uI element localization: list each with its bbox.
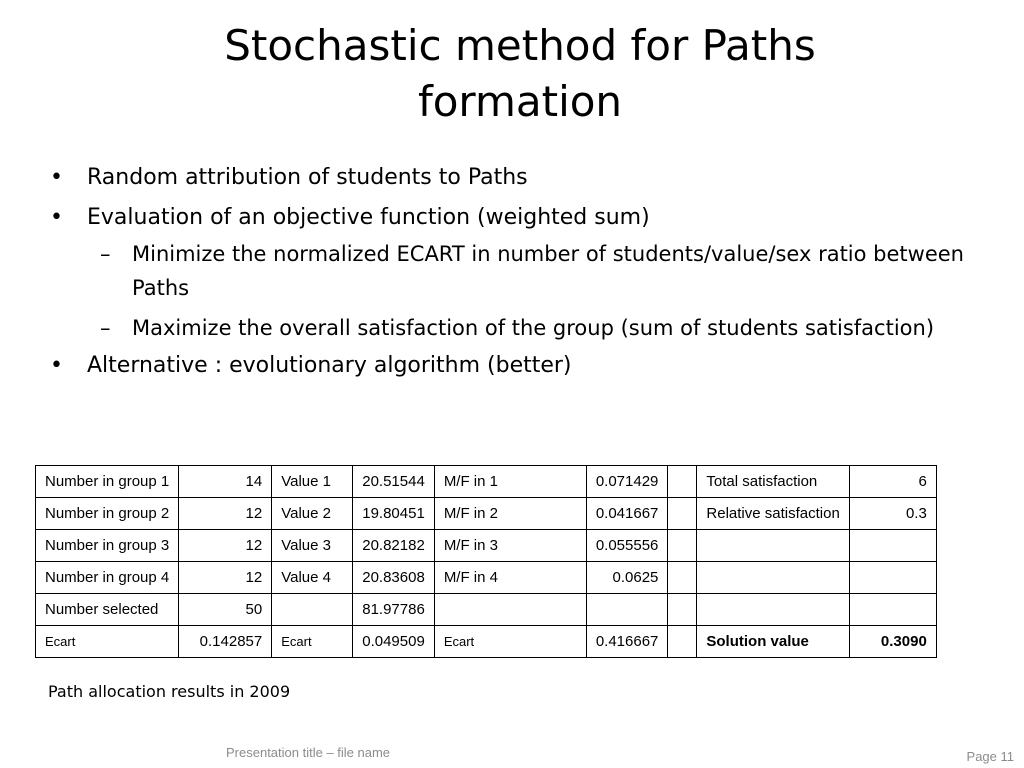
table-cell: Ecart (272, 626, 353, 658)
table-cell: 20.51544 (353, 466, 435, 498)
table-cell: 81.97786 (353, 594, 435, 626)
table-cell: Number in group 4 (36, 562, 179, 594)
table-cell (434, 594, 586, 626)
table-cell: Value 1 (272, 466, 353, 498)
table-cell: M/F in 1 (434, 466, 586, 498)
bullet-text: Evaluation of an objective function (weighted sum) (87, 205, 650, 230)
bullet-list (48, 163, 978, 391)
sub-bullet-item (48, 311, 978, 345)
table-cell: M/F in 4 (434, 562, 586, 594)
table-cell: 14 (179, 466, 272, 498)
bullet-item (48, 351, 978, 381)
table-cell (697, 594, 849, 626)
table-cell: M/F in 2 (434, 498, 586, 530)
table-cell: 12 (179, 562, 272, 594)
table-cell: 0.0625 (586, 562, 668, 594)
table-row (36, 530, 937, 562)
table-cell: 20.83608 (353, 562, 435, 594)
sub-bullet-text: Maximize the overall satisfaction of the group (sum of students satisfaction) (132, 316, 935, 340)
table-cell (697, 562, 849, 594)
bullet-marker: • (50, 205, 63, 230)
table-cell: Number in group 2 (36, 498, 179, 530)
table-cell: 0.3 (849, 498, 936, 530)
table-cell: 0.142857 (179, 626, 272, 658)
table-caption: Path allocation results in 2009 (48, 682, 291, 701)
table-cell (697, 530, 849, 562)
table-cell: 0.071429 (586, 466, 668, 498)
table-cell: 20.82182 (353, 530, 435, 562)
table-cell: 19.80451 (353, 498, 435, 530)
table-cell (668, 562, 697, 594)
table-row (36, 594, 937, 626)
table-cell: Number in group 3 (36, 530, 179, 562)
table-cell (668, 530, 697, 562)
table-cell (849, 530, 936, 562)
table-row (36, 466, 937, 498)
table-row (36, 626, 937, 658)
table-row (36, 498, 937, 530)
table-cell (586, 594, 668, 626)
table-cell (849, 562, 936, 594)
table-cell (272, 594, 353, 626)
table-cell: 50 (179, 594, 272, 626)
table-cell: M/F in 3 (434, 530, 586, 562)
footer-presentation-title: Presentation title – file name (226, 745, 391, 760)
bullet-marker: • (50, 165, 63, 190)
table-cell: 12 (179, 530, 272, 562)
bullet-text: Random attribution of students to Paths (87, 165, 528, 190)
table-cell: Number in group 1 (36, 466, 179, 498)
table-cell: Value 4 (272, 562, 353, 594)
dash-marker: – (100, 242, 111, 266)
table-cell: Total satisfaction (697, 466, 849, 498)
table-cell (668, 498, 697, 530)
table-cell (849, 594, 936, 626)
table-cell: Value 2 (272, 498, 353, 530)
table-cell: 12 (179, 498, 272, 530)
sub-bullet-text: Minimize the normalized ECART in number of students/value/sex ratio between Paths (132, 242, 964, 300)
table-cell: 0.055556 (586, 530, 668, 562)
bullet-item (48, 163, 978, 193)
dash-marker: – (100, 316, 111, 340)
table-cell: Number selected (36, 594, 179, 626)
table-cell (668, 594, 697, 626)
table-cell: Relative satisfaction (697, 498, 849, 530)
page-number: Page 11 (966, 749, 1014, 764)
results-table (35, 465, 937, 658)
table-cell: Value 3 (272, 530, 353, 562)
sub-bullet-item (48, 237, 978, 305)
table-cell: 0.416667 (586, 626, 668, 658)
table-cell: Ecart (434, 626, 586, 658)
slide-title: Stochastic method for Paths formation (224, 21, 816, 126)
table-row (36, 562, 937, 594)
table-cell (668, 466, 697, 498)
table-cell: Solution value (697, 626, 849, 658)
table-cell (668, 626, 697, 658)
table-cell: 0.049509 (353, 626, 435, 658)
table-cell: Ecart (36, 626, 179, 658)
bullet-item (48, 203, 978, 233)
table-cell: 0.041667 (586, 498, 668, 530)
bullet-text: Alternative : evolutionary algorithm (better) (87, 353, 572, 378)
table-cell: 6 (849, 466, 936, 498)
table-cell: 0.3090 (849, 626, 936, 658)
bullet-marker: • (50, 353, 63, 378)
